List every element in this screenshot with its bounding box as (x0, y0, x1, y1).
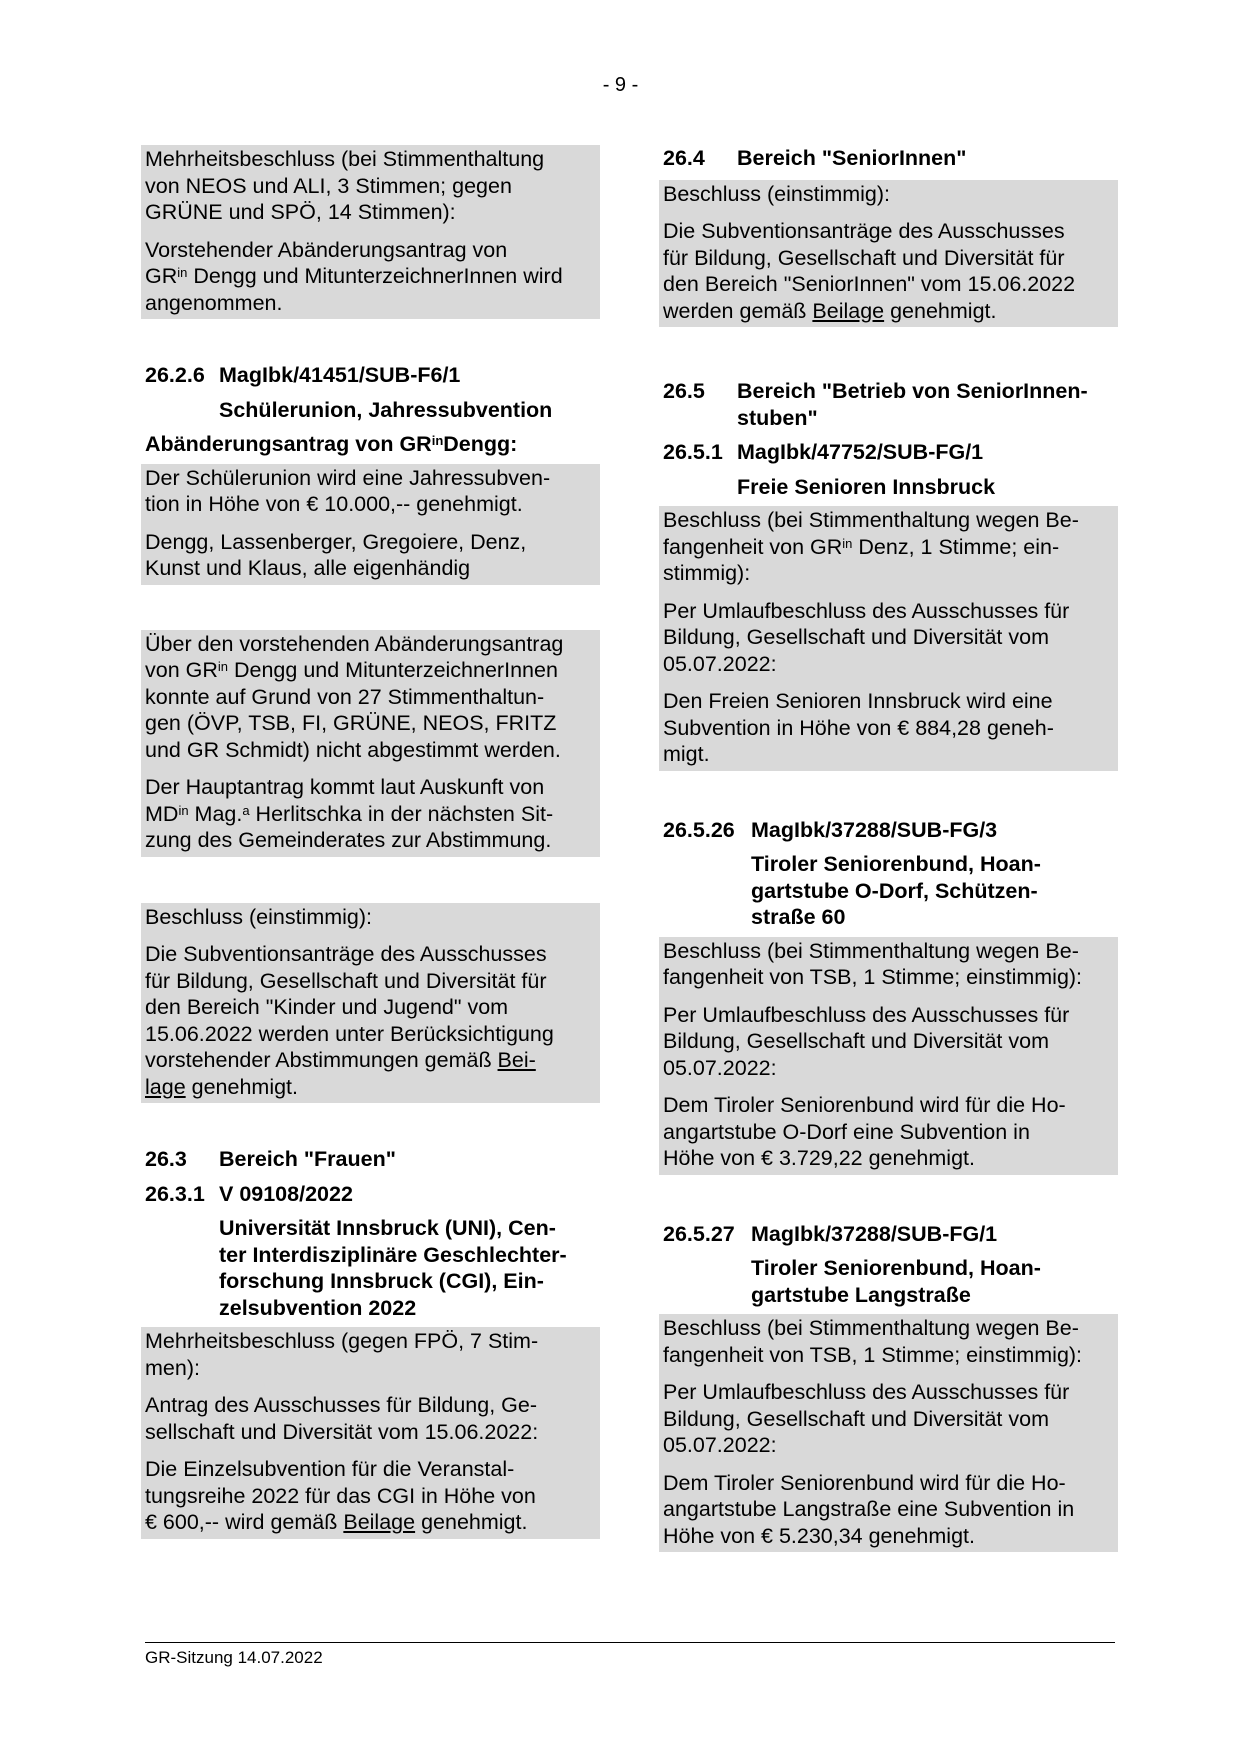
attachment-link[interactable]: Beilage (812, 298, 885, 323)
section-heading: 26.5.27 MagIbk/37288/SUB-FG/1 (663, 1221, 998, 1246)
section-heading: 26.5 Bereich "Betrieb von SeniorInnen- stuben" (663, 379, 1088, 430)
resolution-box: Beschluss (einstimmig): Die Subventionsanträge des Ausschusses für Bildung, Gesellschaft und Diversität für den Bereich "SeniorInnen" vom 15.06.2022 werden gemäß Beilage genehmigt. (659, 180, 1118, 328)
section-subheading: Schülerunion, Jahressubvention (219, 397, 553, 422)
resolution-text: Mehrheitsbeschluss (bei Stimmenthaltung von NEOS und ALI, 3 Stimmen; gegen GRÜNE und SPÖ, 14 Stimmen): (145, 147, 545, 224)
attachment-link[interactable]: lage (145, 1074, 186, 1099)
right-column (663, 145, 1118, 1552)
section-subheading: Tiroler Seniorenbund, Hoan- gartstube Langstraße (751, 1256, 1041, 1307)
page-number: - 9 - (602, 74, 639, 96)
resolution-box: Mehrheitsbeschluss (gegen FPÖ, 7 Stim- men): Antrag des Ausschusses für Bildung, Ge- sellschaft und Diversität vom 15.06.2022: Die Einzelsubvention für die Veranstal- tungsreihe 2022 für das CGI in Höhe von € 600,-- wird gemäß Beilage genehmigt. (141, 1327, 600, 1539)
footer-text: GR-Sitzung 14.07.2022 (145, 1648, 323, 1667)
section-heading: 26.3 Bereich "Frauen" (145, 1147, 396, 1171)
section-heading: 26.3.1 V 09108/2022 (145, 1181, 353, 1206)
resolution-box (141, 145, 600, 319)
section-subheading: Freie Senioren Innsbruck (737, 474, 996, 499)
vote-note-box: Über den vorstehenden Abänderungsantrag von $GR^{in}$ Dengg und MitunterzeichnerInnen konnte auf Grund von 27 Stimmenthaltun- gen (ÖVP, TSB, FI, GRÜNE, NEOS, FRITZ und GR Schmidt) nicht abgestimmt werden. Der Hauptantrag kommt laut Auskunft von $MD^{in}$ Mag.$^a$ Herlitschka in der nächsten Sit- zung des Gemeinderates zur Abstimmung. (141, 630, 600, 857)
section-heading: 26.2.6 MagIbk/41451/SUB-F6/1 (145, 363, 461, 387)
resolution-box: Beschluss (bei Stimmenthaltung wegen Be- fangenheit von TSB, 1 Stimme; einstimmig): Per Umlaufbeschluss des Ausschusses für Bildung, Gesellschaft und Diversität vom 05.07.2022: Dem Tiroler Seniorenbund wird für die Ho- angartstube Langstraße eine Subvention in Höhe von € 5.230,34 genehmigt. (659, 1314, 1118, 1552)
left-column (145, 145, 600, 1539)
section-subheading: Tiroler Seniorenbund, Hoan- gartstube O-Dorf, Schützen- straße 60 (751, 852, 1041, 929)
resolution-text: Vorstehender Abänderungsantrag von $GR^{in}$ Dengg und MitunterzeichnerInnen wird angenommen. (145, 237, 563, 315)
resolution-box: Beschluss (bei Stimmenthaltung wegen Be- fangenheit von TSB, 1 Stimme; einstimmig): Per Umlaufbeschluss des Ausschusses für Bildung, Gesellschaft und Diversität vom 05.07.2022: Dem Tiroler Seniorenbund wird für die Ho- angartstube O-Dorf eine Subvention in Höhe von € 3.729,22 genehmigt. (659, 937, 1118, 1175)
section-heading: 26.4 Bereich "SeniorInnen" (663, 146, 967, 170)
amendment-box: Der Schülerunion wird eine Jahressubven- tion in Höhe von € 10.000,-- genehmigt. Dengg, Lassenberger, Gregoiere, Denz, Kunst und Klaus, alle eigenhändig (141, 464, 600, 585)
section-heading: 26.5.1 MagIbk/47752/SUB-FG/1 (663, 440, 984, 464)
section-heading: 26.5.26 MagIbk/37288/SUB-FG/3 (663, 817, 998, 842)
resolution-box: Beschluss (einstimmig): Die Subventionsanträge des Ausschusses für Bildung, Gesellschaft und Diversität für den Bereich "Kinder und Jugend" vom 15.06.2022 werden unter Berücksichtigung vorstehender Abstimmungen gemäß Bei- lage genehmigt. (141, 903, 600, 1104)
section-subheading: Universität Innsbruck (UNI), Cen- ter Interdisziplinäre Geschlechter- forschung Innsbruck (CGI), Ein- zelsubvention 2022 (219, 1216, 567, 1320)
footer-divider (145, 1642, 1115, 1643)
amendment-heading: Abänderungsantrag von GR $^{in}$ Dengg: (145, 432, 518, 456)
attachment-link[interactable]: Beilage (343, 1510, 416, 1534)
attachment-link[interactable]: Bei- (497, 1048, 536, 1072)
resolution-box: Beschluss (bei Stimmenthaltung wegen Be- fangenheit von $GR^{in}$ Denz, 1 Stimme; ein- stimmig): Per Umlaufbeschluss des Ausschusses für Bildung, Gesellschaft und Diversität vom 05.07.2022: Den Freien Senioren Innsbruck wird eine Subvention in Höhe von € 884,28 geneh- migt. (659, 506, 1118, 771)
